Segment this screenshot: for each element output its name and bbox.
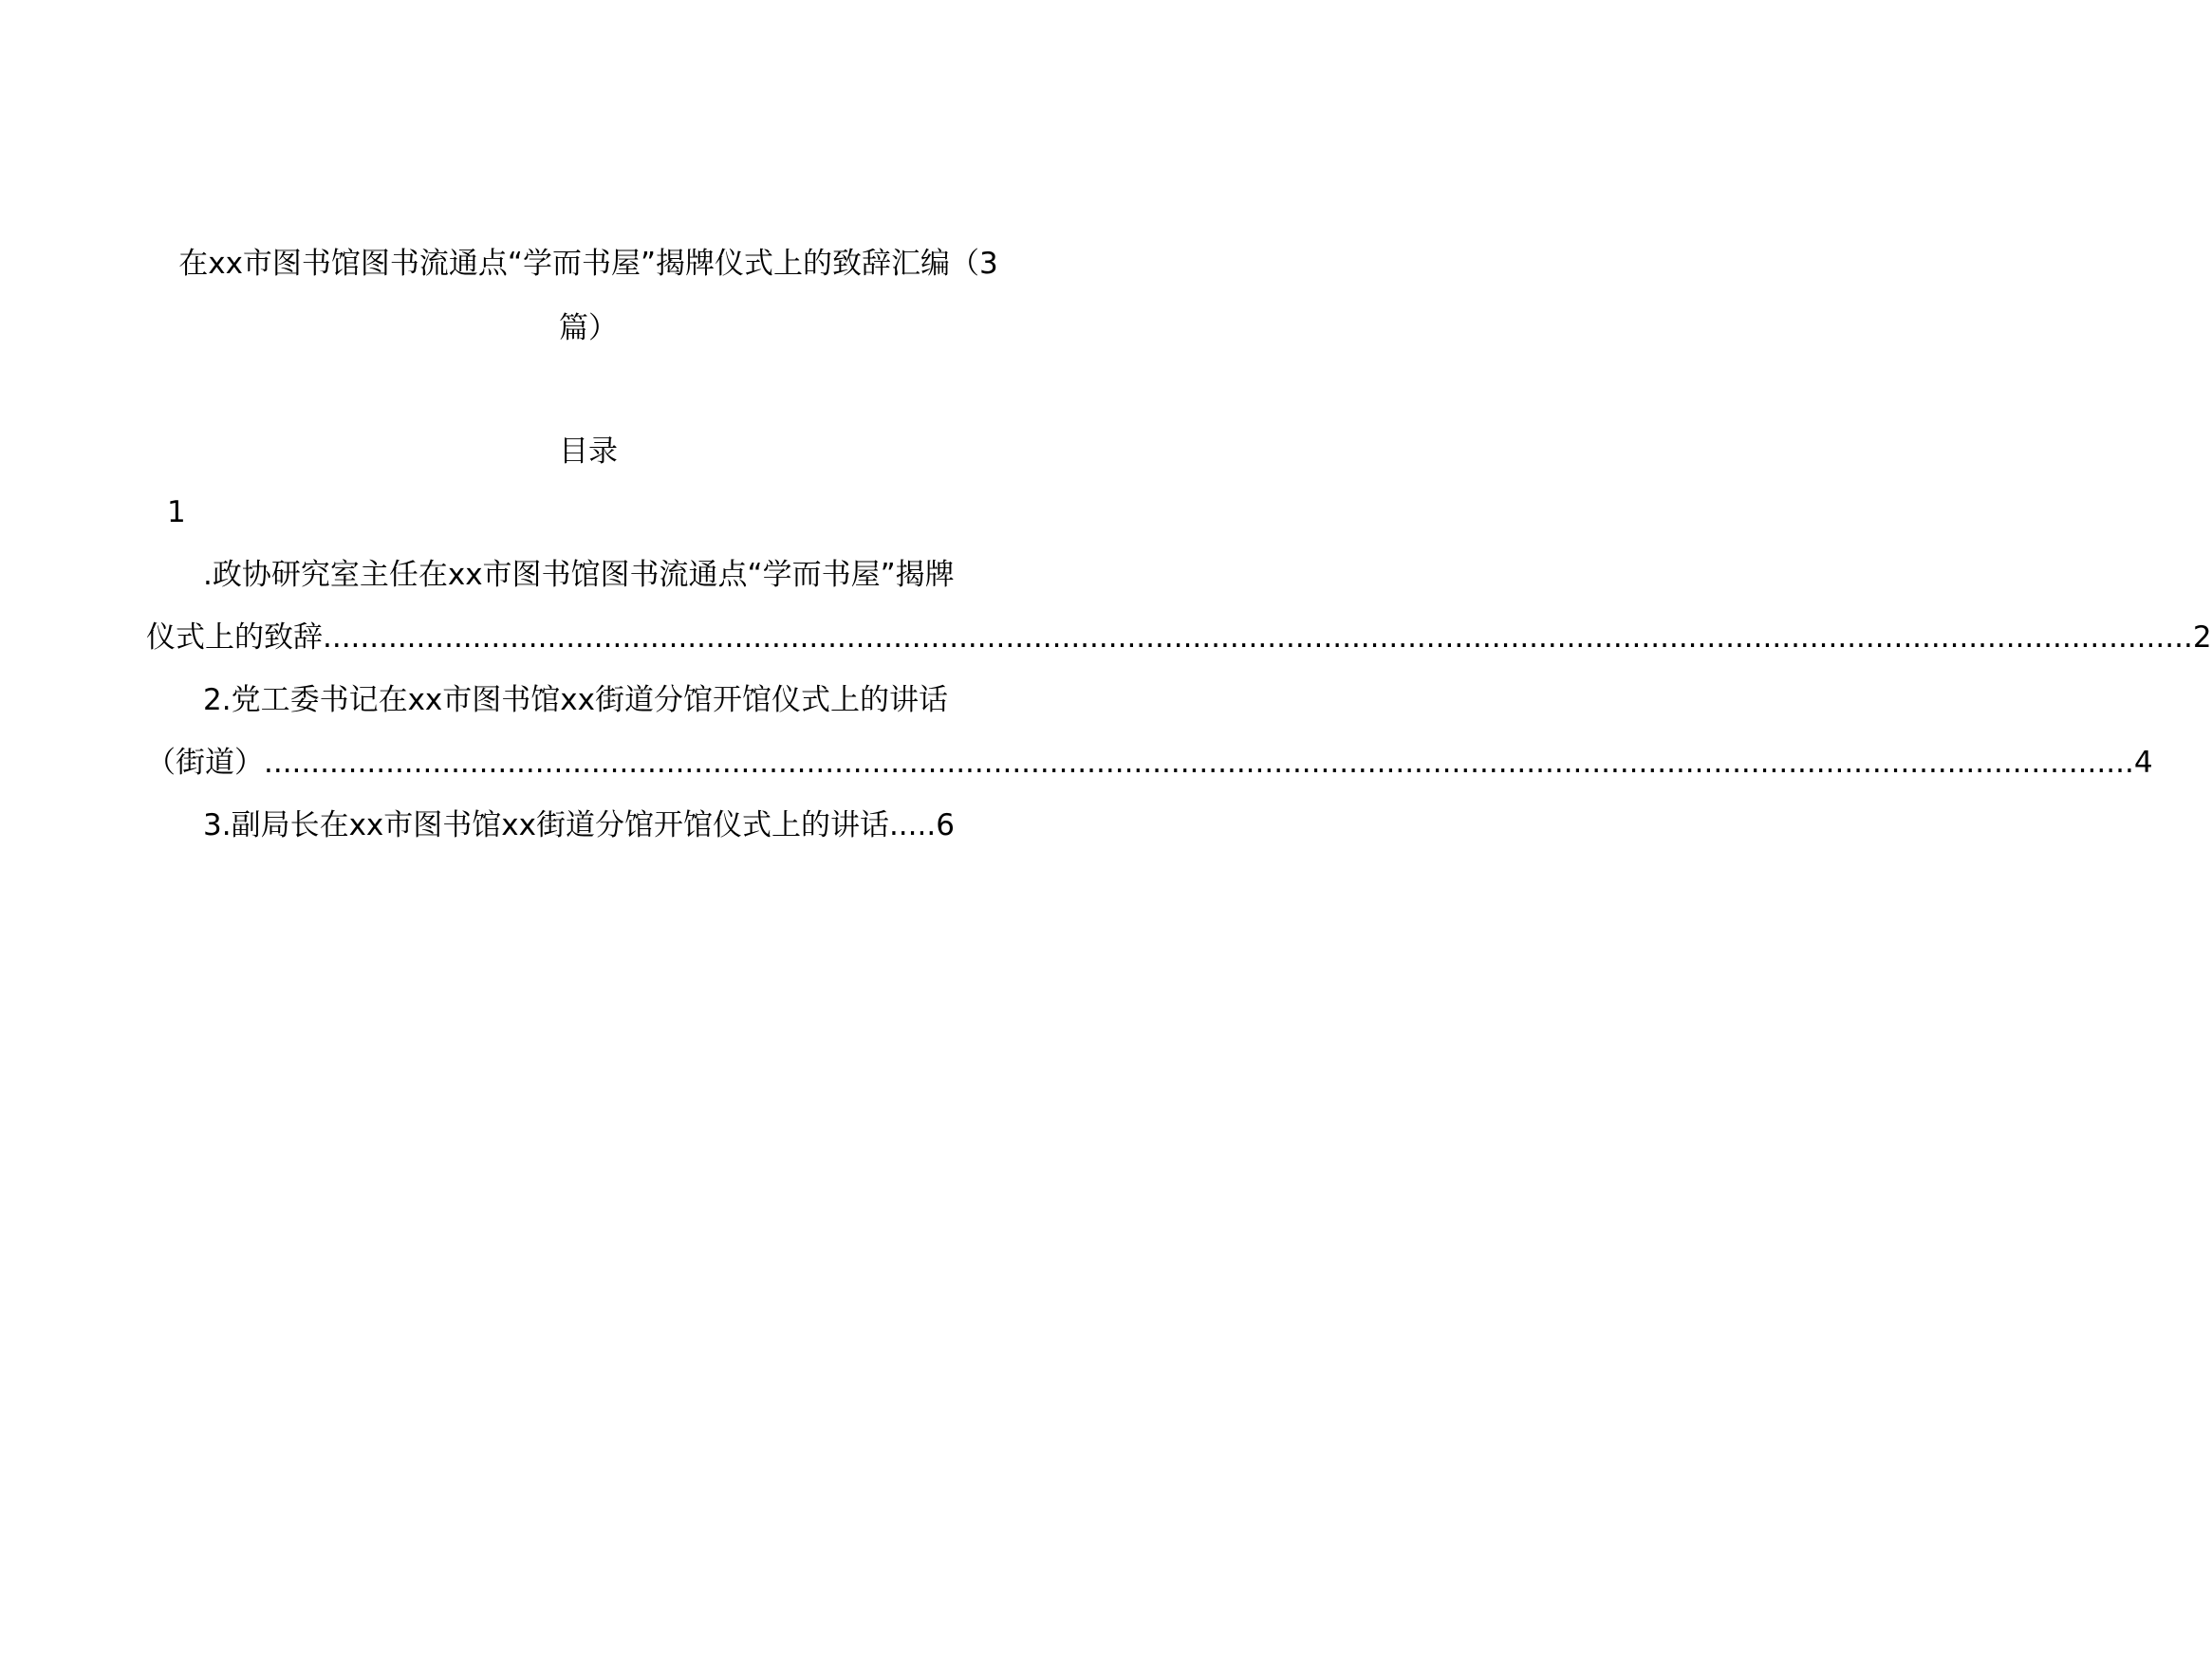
toc-heading: 目录 [559,434,618,469]
toc-entry-2-page: 4 [2133,746,2153,780]
toc-entry-1-line-2 [146,619,2212,656]
toc-entry-1-line-1: .政协研究室主任在xx市图书馆图书流通点“学而书屋”揭牌 [203,558,955,592]
document-title-line-2: 篇） [559,311,618,345]
toc-leader-dots: ........................................................................................................................................................................................................ [264,746,2134,780]
document-title-line-1: 在xx市图书馆图书流通点“学而书屋”揭牌仪式上的致辞汇编（3 [178,247,998,281]
toc-entry-2-line-2 [146,744,2153,782]
toc-entry-1-page: 2 [2192,620,2212,655]
toc-entry-2-title-end: （街道） [146,746,264,780]
toc-entry-3: 3.副局长在xx市图书馆xx街道分馆开馆仪式上的讲话.....6 [203,808,955,842]
toc-entry-2-line-1: 2.党工委书记在xx市图书馆xx街道分馆开馆仪式上的讲话 [203,683,948,717]
toc-entry-1-title-end: 仪式上的致辞 [146,620,323,655]
toc-leader-dots: ........................................................................................................................................................................................................ [323,620,2193,655]
toc-entry-1-number: 1 [167,495,186,529]
